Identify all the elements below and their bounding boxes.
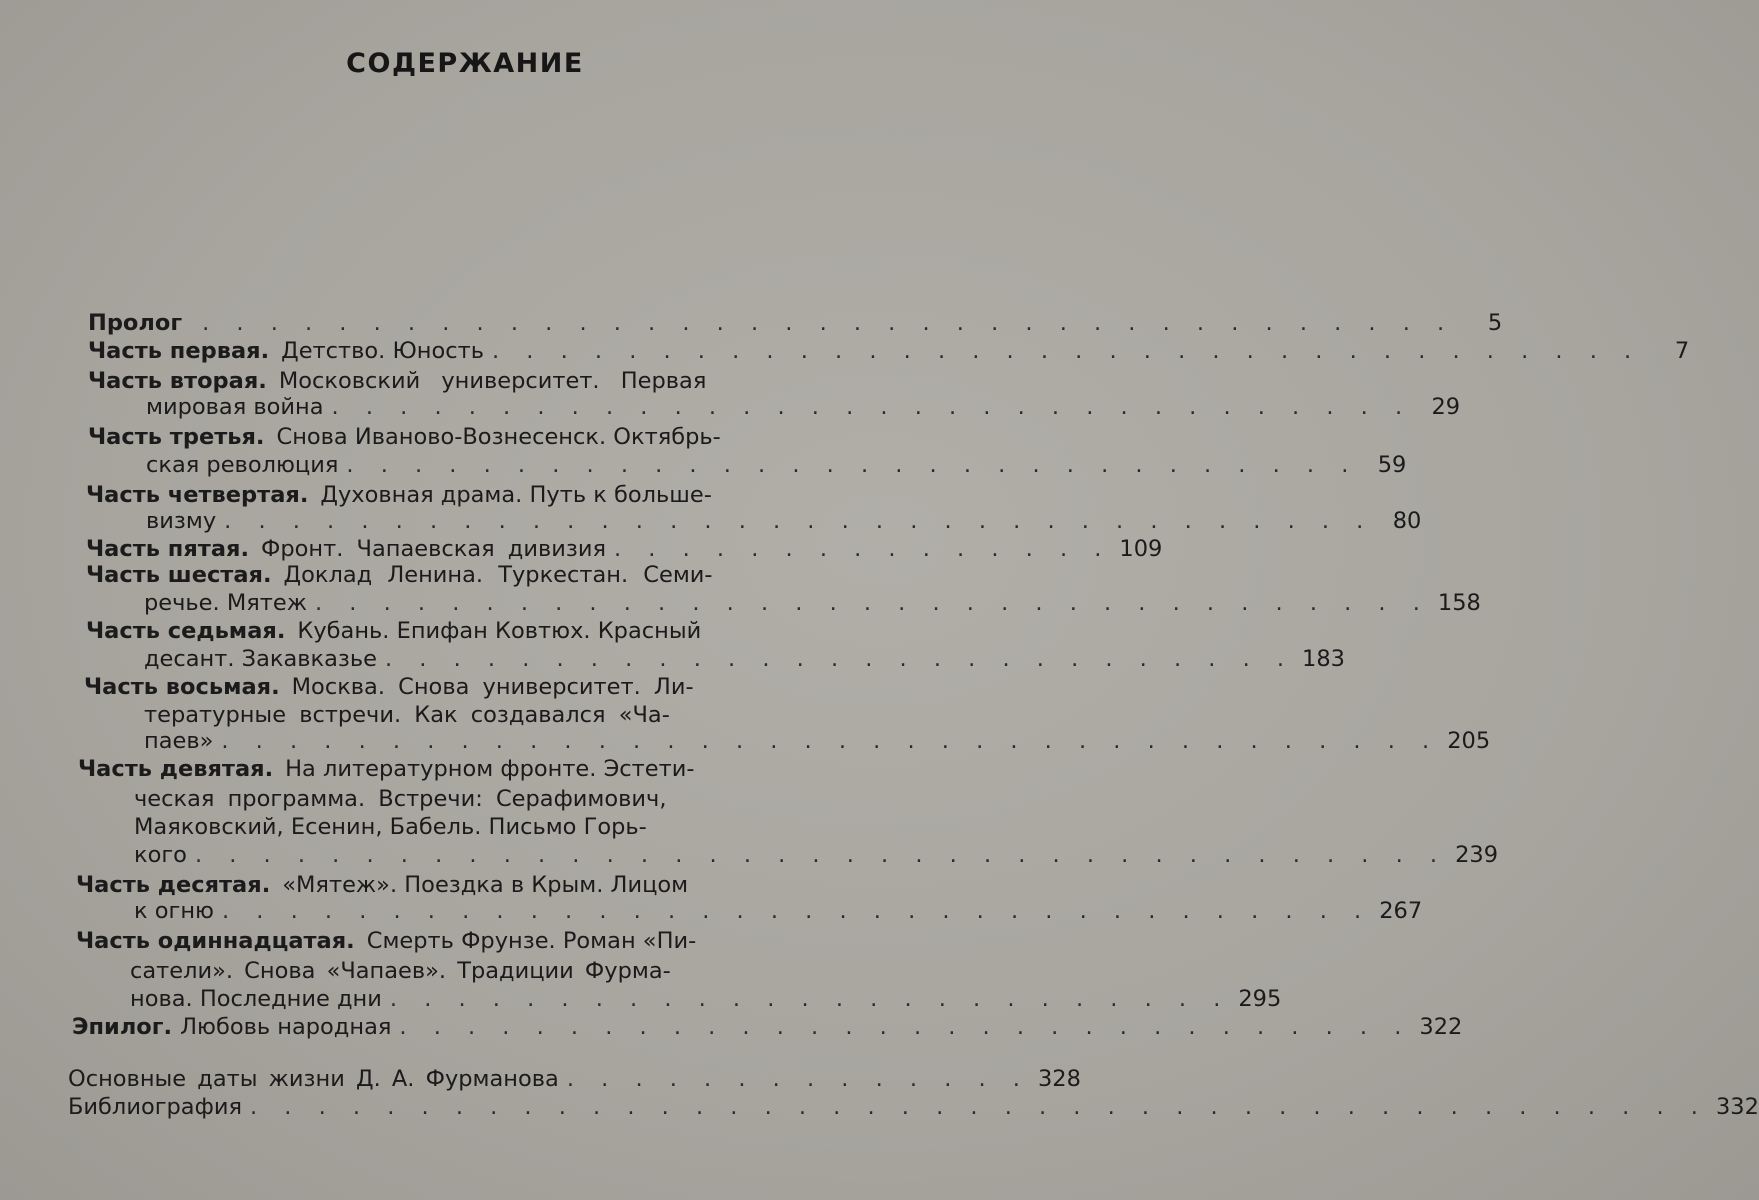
entry-label: Часть седьмая. [86, 618, 286, 644]
leader-dots: . . . . . . . . . . . . . . . . . . . . . . . . . . . . . . . . . . [491, 338, 1642, 364]
entry-title-cont: к огню [134, 898, 214, 924]
entry-title: Библиография [68, 1094, 242, 1120]
page-number: 59 [1377, 452, 1407, 478]
entry-title-cont: ская революция [146, 452, 339, 478]
entry-title-cont: речье. Мятеж [144, 590, 307, 616]
toc-entry-part-9-line-2 [134, 784, 784, 814]
entry-label: Часть первая. [88, 338, 270, 364]
entry-label: Часть пятая. [86, 536, 250, 562]
toc-entry-part-3-line-1 [88, 422, 778, 452]
toc-entry-part-9-line-3 [134, 812, 784, 842]
page-number: 183 [1302, 646, 1345, 672]
leader-dots: . . . . . . . . . . . . . . . . . . . . . . . . . . . . . . [399, 1014, 1412, 1040]
toc-entry-part-11-line-2 [130, 956, 780, 986]
entry-title-cont: десант. Закавказье [144, 646, 377, 672]
toc-entry-part-6-line-1 [86, 560, 776, 590]
toc-entry-part-3-line-2 [146, 450, 1407, 480]
entry-title-cont: визму [146, 508, 217, 534]
entry-title-cont: мировая война [146, 394, 324, 420]
entry-label: Эпилог. [72, 1014, 173, 1040]
entry-title-cont: ческая программа. Встречи: Серафимович, [134, 786, 667, 812]
entry-title: На литературном фронте. Эстети- [285, 756, 695, 782]
leader-dots: . . . . . . . . . . . . . . . . . . . . . . . . . . . . . . . . . [315, 590, 1430, 616]
toc-entry-bibliography [68, 1092, 1759, 1122]
page-number: 109 [1119, 536, 1163, 562]
toc-heading: СОДЕРЖАНИЕ [346, 48, 584, 79]
toc-entry-part-9-line-4 [134, 840, 1499, 870]
leader-dots: . . . . . . . . . . . . . . . [614, 536, 1112, 562]
entry-title: Снова Иваново-Вознесенск. Октябрь- [276, 424, 721, 450]
leader-dots: . . . . . . . . . . . . . . [566, 1066, 1030, 1092]
toc-entry-part-4-line-2 [146, 506, 1422, 536]
page-number: 267 [1379, 898, 1423, 924]
toc-entry-part-7-line-2 [144, 644, 1345, 674]
page-number: 29 [1431, 394, 1461, 420]
leader-dots: . . . . . . . . . . . . . . . . . . . . . . . . . . . . . . . . . . . . . . . . . . . [250, 1094, 1708, 1120]
leader-dots: . . . . . . . . . . . . . . . . . . . . . . . . . . . . . . [346, 452, 1359, 478]
leader-dots: . . . . . . . . . . . . . . . . . . . . . . . . . . . . . . . . . . . . [221, 728, 1440, 754]
toc-entry-part-11-line-3 [130, 984, 1282, 1014]
entry-title-cont: Маяковский, Есенин, Бабель. Письмо Горь- [134, 814, 647, 840]
leader-dots: . . . . . . . . . . . . . . . . . . . . . . . . . . . . . . . . . . . . . [202, 310, 1455, 336]
entry-title: Кубань. Епифан Ковтюх. Красный [297, 618, 702, 644]
toc-entry-part-6-line-2 [144, 588, 1481, 618]
entry-label: Часть четвертая. [86, 482, 309, 508]
toc-entry-prologue [88, 308, 1503, 338]
leader-dots: . . . . . . . . . . . . . . . . . . . . . . . . . . . . . . . . . . . . . [194, 842, 1448, 868]
entry-label: Часть девятая. [78, 756, 274, 782]
toc-entry-epilogue [72, 1012, 1463, 1042]
entry-title-cont: сатели». Снова «Чапаев». Традиции Фурма- [130, 958, 671, 984]
toc-entry-part-7-line-1 [86, 616, 776, 646]
page-number: 295 [1238, 986, 1282, 1012]
entry-title: Любовь народная [180, 1014, 392, 1040]
toc-entry-part-11-line-1 [76, 926, 776, 956]
toc-entry-dates [68, 1064, 1081, 1094]
entry-title-cont: паев» [144, 728, 214, 754]
page-number: 158 [1437, 590, 1481, 616]
toc-entry-part-1 [88, 336, 1690, 366]
toc-entry-part-9-line-1 [78, 754, 778, 784]
leader-dots: . . . . . . . . . . . . . . . . . . . . . . . . . . . . . . . . [331, 394, 1413, 420]
entry-title: Москва. Снова университет. Ли- [291, 674, 694, 700]
toc-entry-part-8-line-1 [84, 672, 774, 702]
entry-title-cont: нова. Последние дни [130, 986, 382, 1012]
entry-title: Московский университет. Первая [278, 368, 707, 394]
leader-dots: . . . . . . . . . . . . . . . . . . . . . . . . . . . . . . . . . . [221, 898, 1372, 924]
entry-title: Основные даты жизни Д. А. Фурманова [68, 1066, 559, 1092]
leader-dots: . . . . . . . . . . . . . . . . . . . . . . . . . . . . . . . . . . [224, 508, 1374, 534]
toc-entry-part-2-line-2 [146, 392, 1461, 422]
entry-label: Пролог [88, 310, 183, 336]
page-number: 328 [1037, 1066, 1081, 1092]
entry-title-cont: кого [134, 842, 187, 868]
toc-entry-part-10-line-2 [134, 896, 1423, 926]
entry-title: Духовная драма. Путь к больше- [320, 482, 712, 508]
entry-title: «Мятеж». Поездка в Крым. Лицом [282, 872, 689, 898]
entry-title: Фронт. Чапаевская дивизия [261, 536, 606, 562]
page-number: 205 [1447, 728, 1491, 754]
entry-title: Детство. Юность [281, 338, 484, 364]
page-number: 80 [1392, 508, 1422, 534]
entry-label: Часть восьмая. [84, 674, 280, 700]
page-number: 332 [1715, 1094, 1759, 1120]
page-number: 7 [1674, 338, 1690, 364]
entry-label: Часть третья. [88, 424, 265, 450]
entry-title: Доклад Ленина. Туркестан. Семи- [283, 562, 713, 588]
entry-label: Часть одиннадцатая. [76, 928, 355, 954]
toc-entry-part-8-line-3 [144, 726, 1491, 756]
entry-title: Смерть Фрунзе. Роман «Пи- [366, 928, 697, 954]
page-number: 322 [1419, 1014, 1463, 1040]
page-number: 5 [1487, 310, 1503, 336]
entry-title-cont: тературные встречи. Как создавался «Ча- [144, 702, 670, 728]
leader-dots: . . . . . . . . . . . . . . . . . . . . . . . . . [389, 986, 1231, 1012]
entry-label: Часть вторая. [88, 368, 267, 394]
leader-dots: . . . . . . . . . . . . . . . . . . . . . . . . . . . [384, 646, 1295, 672]
entry-label: Часть шестая. [86, 562, 272, 588]
entry-label: Часть десятая. [76, 872, 271, 898]
page-number: 239 [1455, 842, 1499, 868]
